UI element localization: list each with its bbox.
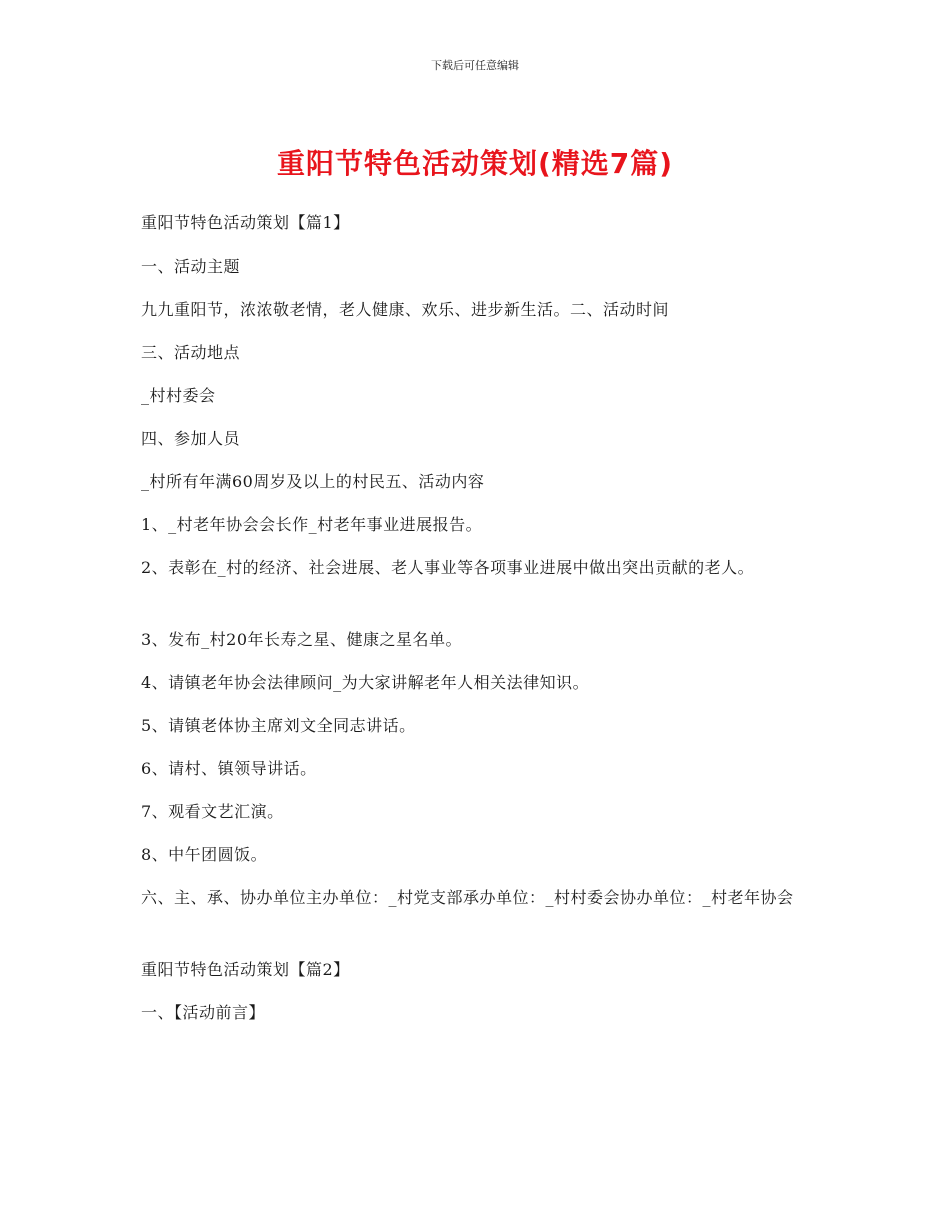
document-title: 重阳节特色活动策划(精选7篇) [276, 147, 674, 180]
list-item: 5、请镇老体协主席刘文全同志讲话。 [141, 716, 416, 735]
list-item: 2、表彰在_村的经济、社会进展、老人事业等各项事业进展中做出突出贡献的老人。 [141, 558, 755, 577]
list-item: 1、_村老年协会会长作_村老年事业进展报告。 [141, 515, 483, 534]
section-heading-part-1: 重阳节特色活动策划【篇1】 [141, 213, 350, 232]
paragraph-activity-theme-heading: 一、活动主题 [141, 257, 241, 276]
paragraph-participants: _村所有年满60周岁及以上的村民五、活动内容 [141, 472, 485, 491]
list-item: 3、发布_村20年长寿之星、健康之星名单。 [141, 630, 463, 649]
list-item: 4、请镇老年协会法律顾问_为大家讲解老年人相关法律知识。 [141, 673, 590, 692]
list-item: 8、中午团圆饭。 [141, 845, 268, 864]
list-item: 6、请村、镇领导讲话。 [141, 759, 317, 778]
paragraph-activity-theme: 九九重阳节，浓浓敬老情，老人健康、欢乐、进步新生活。二、活动时间 [141, 300, 670, 319]
header-note: 下载后可任意编辑 [431, 59, 519, 72]
section-heading-part-2: 重阳节特色活动策划【篇2】 [141, 960, 350, 979]
paragraph-location-heading: 三、活动地点 [141, 343, 241, 362]
list-item: 7、观看文艺汇演。 [141, 802, 284, 821]
paragraph-participants-heading: 四、参加人员 [141, 429, 241, 448]
paragraph-preface-heading: 一、【活动前言】 [141, 1003, 266, 1022]
paragraph-organizers: 六、主、承、协办单位主办单位：_村党支部承办单位：_村村委会协办单位：_村老年协会 [141, 888, 794, 907]
paragraph-location: _村村委会 [141, 386, 216, 405]
